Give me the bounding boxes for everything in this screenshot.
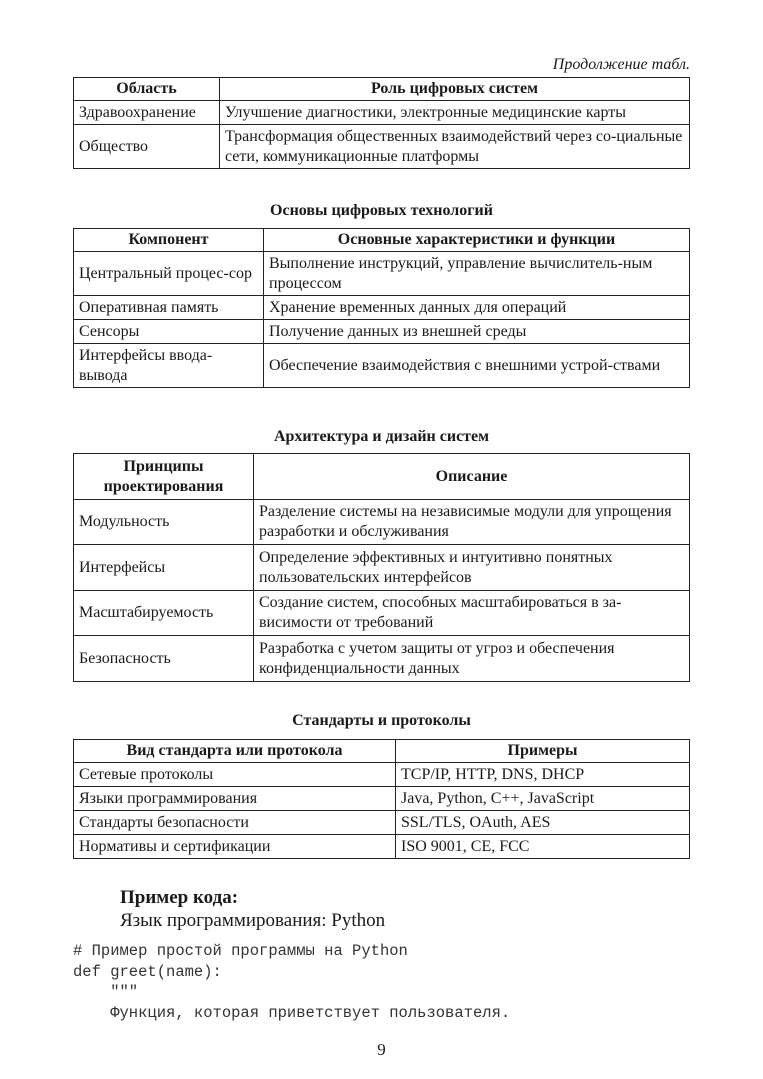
table-row [74, 811, 690, 835]
table-caption: Архитектура и дизайн систем [273, 428, 490, 445]
table-row [74, 344, 690, 388]
table-cell: Центральный процес-сор [74, 252, 264, 296]
table-header-row [74, 78, 690, 101]
table-cell: Стандарты безопасности [74, 811, 396, 835]
table-row [74, 252, 690, 296]
table-cell: ISO 9001, CE, FCC [396, 835, 690, 859]
table-cell: Безопасность [74, 636, 254, 682]
header-cell: Роль цифровых систем [220, 78, 690, 101]
table-row [74, 787, 690, 811]
table-cell: Интерфейсы [74, 545, 254, 591]
table-row [74, 763, 690, 787]
table-architecture [73, 453, 690, 682]
table-row [74, 500, 690, 545]
table-standards [73, 739, 690, 859]
table-cell: Java, Python, C++, JavaScript [396, 787, 690, 811]
table-row [74, 636, 690, 682]
table-cell: Обеспечение взаимодействия с внешними устрой-ствами [264, 344, 690, 388]
header-cell: Основные характеристики и функции [264, 229, 690, 252]
table-cell: Определение эффективных и интуитивно понятных пользовательских интерфейсов [254, 545, 690, 591]
table-cell: Разделение системы на независимые модули для упрощения разработки и обслуживания [254, 500, 690, 545]
table-header-row [74, 740, 690, 763]
table-cell: Оперативная память [74, 296, 264, 320]
header-cell: Описание [254, 454, 690, 500]
table-caption: Основы цифровых технологий [270, 202, 493, 219]
table-cell: Здравоохранение [74, 101, 220, 125]
table-cell: Масштабируемость [74, 591, 254, 636]
code-line: def greet(name): [73, 962, 222, 981]
table-row [74, 296, 690, 320]
code-line: Функция, которая приветствует пользователя. [73, 1003, 511, 1022]
table-cell: Сетевые протоколы [74, 763, 396, 787]
table-digital-tech [73, 228, 690, 388]
table-row [74, 320, 690, 344]
table-cell: TCP/IP, HTTP, DNS, DHCP [396, 763, 690, 787]
header-cell: Область [74, 78, 220, 101]
page-number: 9 [377, 1040, 386, 1059]
table-row [74, 101, 690, 125]
table-digital-roles [73, 77, 690, 169]
code-line: # Пример простой программы на Python [73, 942, 408, 960]
continuation-label: Продолжение табл. [552, 56, 690, 73]
table-cell: Трансформация общественных взаимодействий через со-циальные сети, коммуникационные платформы [220, 125, 690, 169]
table-cell: Хранение временных данных для операций [264, 296, 690, 320]
table-header-row [74, 229, 690, 252]
table-cell: Общество [74, 125, 220, 169]
header-cell: Примеры [396, 740, 690, 763]
code-example-heading: Пример кода: [120, 887, 239, 908]
code-line: """ [73, 983, 139, 1001]
table-cell: Языки программирования [74, 787, 396, 811]
table-cell: Сенсоры [74, 320, 264, 344]
header-cell: Вид стандарта или протокола [74, 740, 396, 763]
table-cell: Улучшение диагностики, электронные медицинские карты [220, 101, 690, 125]
code-block [73, 941, 510, 1023]
table-cell: Выполнение инструкций, управление вычислитель-ным процессом [264, 252, 690, 296]
table-row [74, 835, 690, 859]
table-row [74, 591, 690, 636]
table-cell: Модульность [74, 500, 254, 545]
table-row [74, 125, 690, 169]
table-cell: Разработка с учетом защиты от угроз и обеспечения конфиденциальности данных [254, 636, 690, 682]
table-cell: Нормативы и сертификации [74, 835, 396, 859]
table-cell: SSL/TLS, OAuth, AES [396, 811, 690, 835]
table-cell: Интерфейсы ввода-вывода [74, 344, 264, 388]
table-row [74, 545, 690, 591]
table-cell: Получение данных из внешней среды [264, 320, 690, 344]
table-caption: Стандарты и протоколы [292, 712, 471, 729]
header-cell: Компонент [74, 229, 264, 252]
table-cell: Создание систем, способных масштабироваться в за-висимости от требований [254, 591, 690, 636]
code-language-label: Язык программирования: Python [120, 910, 386, 931]
header-cell: Принципы проектирования [74, 454, 254, 500]
table-header-row [74, 454, 690, 500]
